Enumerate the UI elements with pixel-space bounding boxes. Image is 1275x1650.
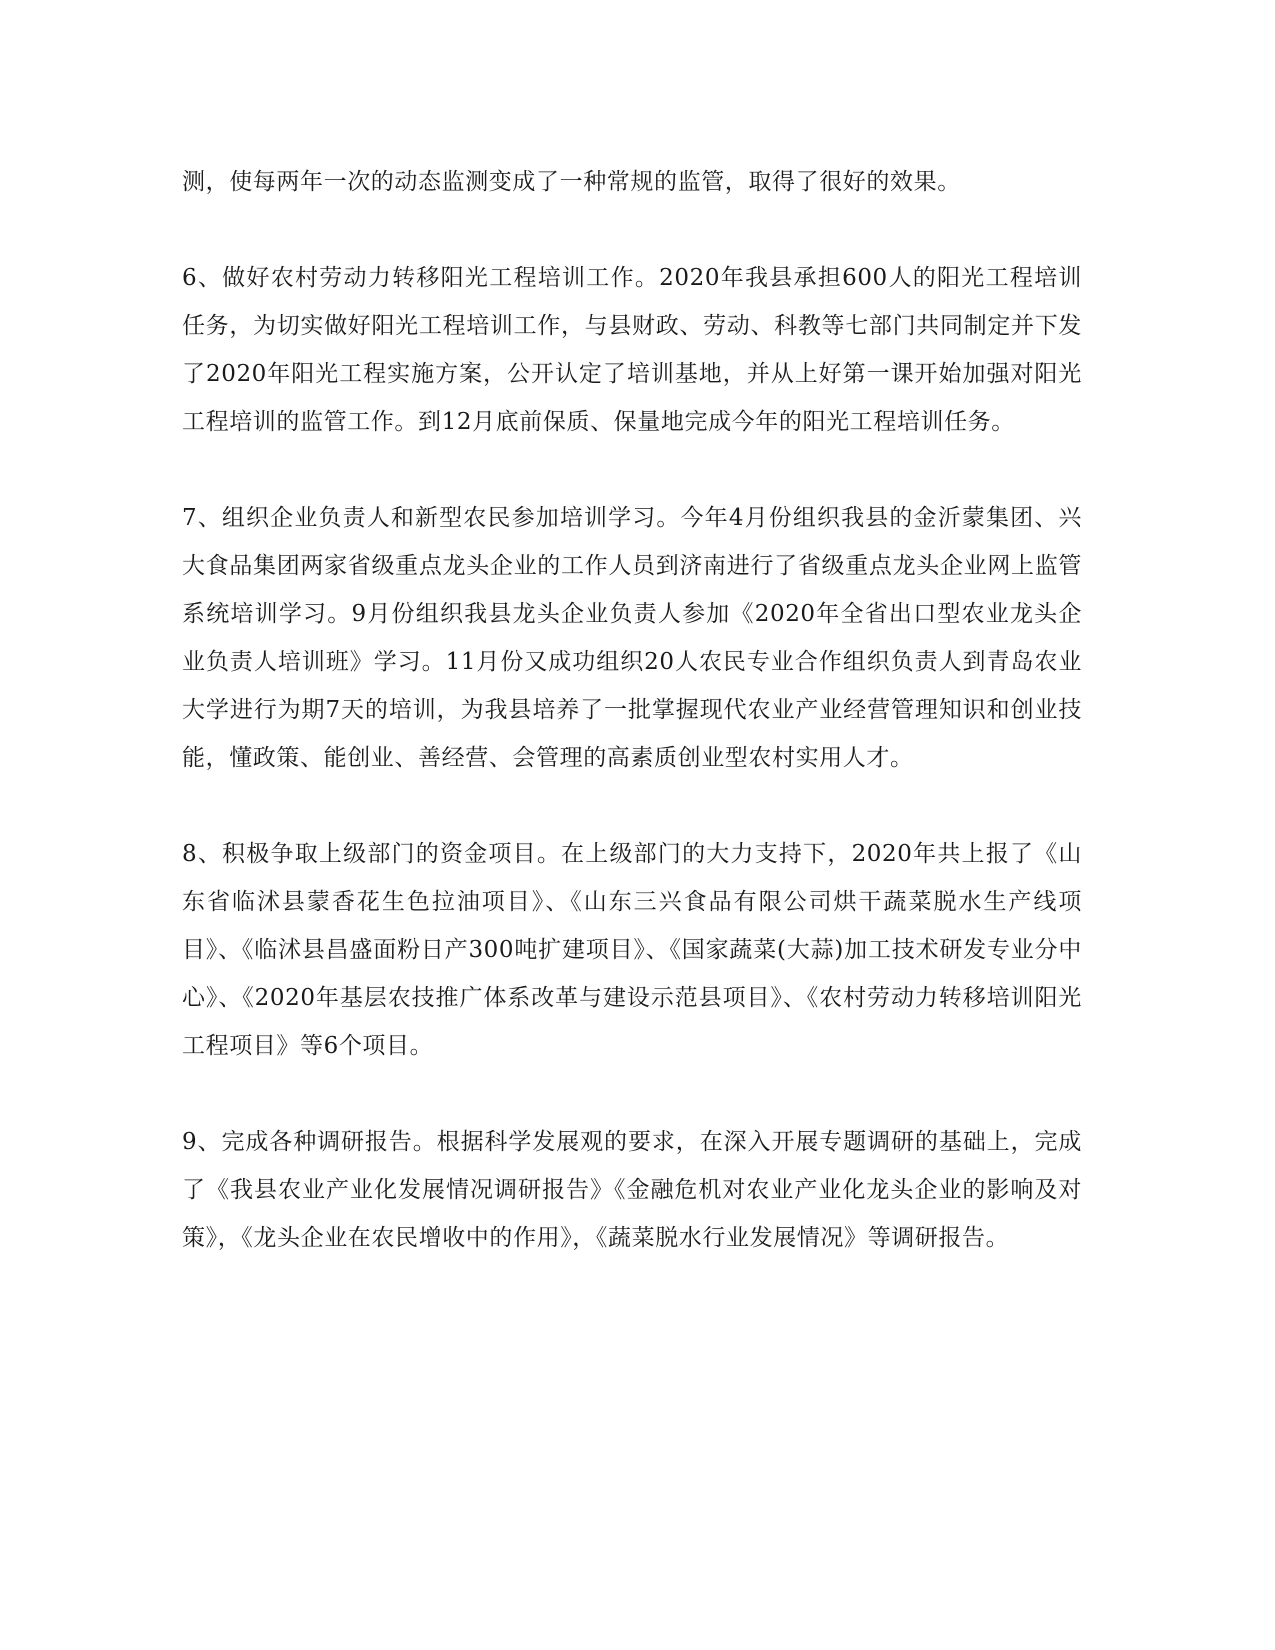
paragraph-item-7: 7、组织企业负责人和新型农民参加培训学习。今年4月份组织我县的金沂蒙集团、兴大食品集团两家省级重点龙头企业的工作人员到济南进行了省级重点龙头企业网上监管系统培训学习。9月份组织我县龙头企业负责人参加《2020年全省出口型农业龙头企业负责人培训班》学习。11月份又成功组织20人农民专业合作组织负责人到青岛农业大学进行为期7天的培训，为我县培养了一批掌握现代农业产业经营管理知识和创业技能，懂政策、能创业、善经营、会管理的高素质创业型农村实用人才。 (182, 505, 1082, 771)
paragraph-item-9: 9、完成各种调研报告。根据科学发展观的要求，在深入开展专题调研的基础上，完成了《我县农业产业化发展情况调研报告》《金融危机对农业产业化龙头企业的影响及对策》，《龙头企业在农民增收中的作用》，《蔬菜脱水行业发展情况》等调研报告。 (182, 1129, 1082, 1251)
paragraph-item-8: 8、积极争取上级部门的资金项目。在上级部门的大力支持下，2020年共上报了《山东省临沭县蒙香花生色拉油项目》、《山东三兴食品有限公司烘干蔬菜脱水生产线项目》、《临沭县昌盛面粉日产300吨扩建项目》、《国家蔬菜(大蒜)加工技术研发专业分中心》、《2020年基层农技推广体系改革与建设示范县项目》、《农村劳动力转移培训阳光工程项目》等6个项目。 (182, 841, 1082, 1059)
paragraph-continuation: 测，使每两年一次的动态监测变成了一种常规的监管，取得了很好的效果。 (182, 169, 961, 195)
paragraph-item-6: 6、做好农村劳动力转移阳光工程培训工作。2020年我县承担600人的阳光工程培训任务，为切实做好阳光工程培训工作，与县财政、劳动、科教等七部门共同制定并下发了2020年阳光工程实施方案，公开认定了培训基地，并从上好第一课开始加强对阳光工程培训的监管工作。到12月底前保质、保量地完成今年的阳光工程培训任务。 (182, 265, 1082, 435)
document-body (182, 158, 1082, 1310)
